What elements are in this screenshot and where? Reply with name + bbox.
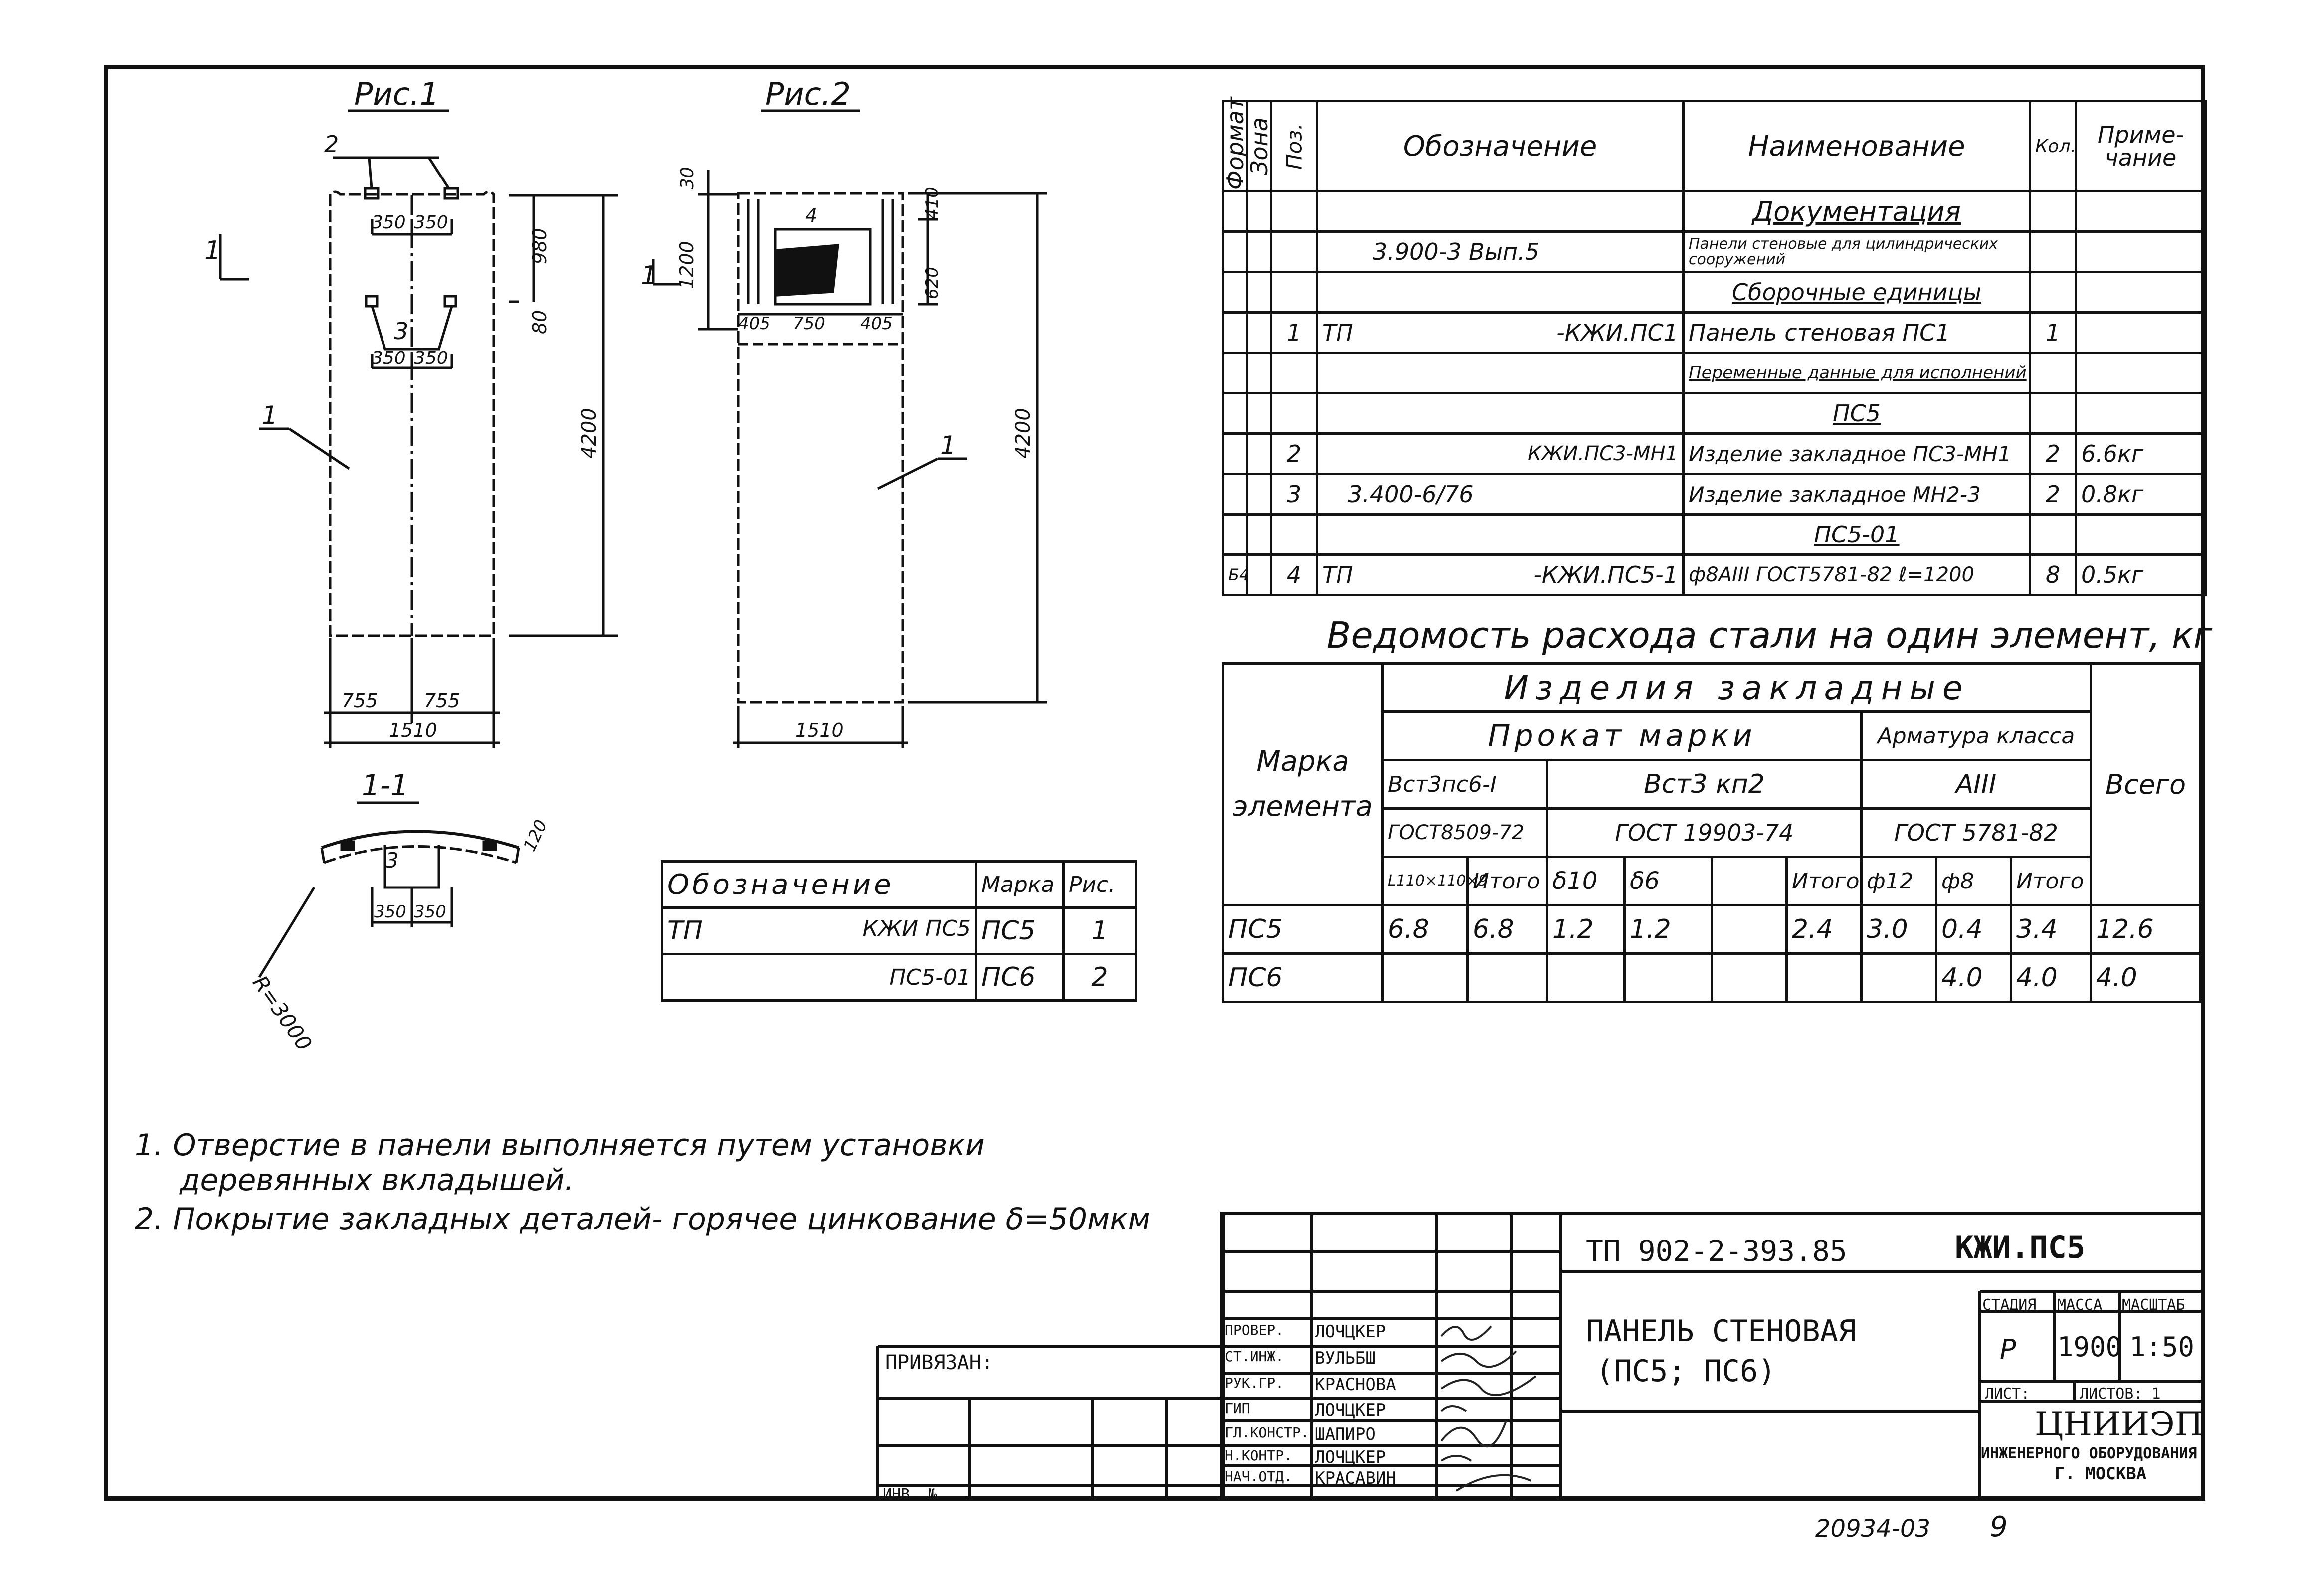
spec-designation: КЖИ.ПС3-МН1 bbox=[1317, 434, 1684, 474]
tb-stage: Р bbox=[2000, 1334, 2016, 1365]
spec-row bbox=[1223, 232, 2206, 272]
steel-row-mark: ПС6 bbox=[1223, 954, 1383, 1002]
tb-title-1: ПАНЕЛЬ СТЕНОВАЯ bbox=[1586, 1314, 1856, 1349]
note-1-cont: деревянных вкладышей. bbox=[180, 1163, 574, 1198]
spec-designation-code: -КЖИ.ПС5-1 bbox=[1533, 561, 1678, 588]
steel-cell bbox=[1787, 954, 1862, 1002]
oboz-row bbox=[662, 954, 1136, 1001]
steel-grade-1: Вст3пс6-I bbox=[1383, 760, 1547, 809]
section-dim-350b: 350 bbox=[414, 902, 446, 922]
fig1-title: Рис.1 bbox=[354, 76, 439, 112]
specification-table bbox=[1221, 97, 2207, 596]
steel-cell bbox=[1862, 954, 1936, 1002]
steel-cell: 3.0 bbox=[1862, 905, 1936, 954]
spec-col-name: Наименование bbox=[1684, 101, 2030, 191]
spec-row bbox=[1223, 353, 2206, 393]
oboz-col-mark: Марка bbox=[976, 862, 1064, 908]
steel-cell: 6.8 bbox=[1383, 905, 1468, 954]
spec-section-label: Сборочные единицы bbox=[1684, 272, 2030, 313]
fig2-dim-405b: 405 bbox=[860, 314, 893, 334]
steel-grade-3: АIII bbox=[1862, 760, 2091, 809]
fig1-dim-350d: 350 bbox=[414, 348, 448, 368]
steel-col-header: Итого bbox=[1787, 857, 1862, 905]
fig1-dim-350b: 350 bbox=[414, 212, 448, 233]
fig2-dim-410: 410 bbox=[922, 187, 942, 219]
section-pos3: 3 bbox=[385, 848, 399, 873]
steel-cell: 1.2 bbox=[1625, 905, 1712, 954]
fig1-dim-1510: 1510 bbox=[389, 719, 437, 741]
fig2-dim-4200: 4200 bbox=[1012, 408, 1035, 459]
section-title: 1-1 bbox=[362, 768, 409, 802]
fig2-pos4: 4 bbox=[805, 204, 818, 226]
spec-designation bbox=[1317, 555, 1684, 595]
steel-cell bbox=[1712, 954, 1787, 1002]
fig1-dim-350a: 350 bbox=[372, 212, 406, 233]
steel-cell: 6.8 bbox=[1468, 905, 1547, 954]
oboz-mark: ПС5 bbox=[976, 908, 1064, 954]
tb-mark: КЖИ.ПС5 bbox=[1955, 1229, 2086, 1265]
steel-col-header: Итого bbox=[1468, 857, 1547, 905]
fig1-dim-350c: 350 bbox=[372, 348, 406, 368]
spec-qty: 2 bbox=[2030, 434, 2076, 474]
spec-row bbox=[1223, 272, 2206, 313]
fig2-dim-1510: 1510 bbox=[795, 719, 844, 741]
note-1: 1. Отверстие в панели выполняется путем установки bbox=[135, 1128, 985, 1163]
fig2-cut-label: 1 bbox=[641, 261, 658, 291]
fig2-pos1: 1 bbox=[940, 431, 956, 460]
steel-mark-header: Марка элемента bbox=[1223, 664, 1383, 905]
fig2-dim-620: 620 bbox=[922, 267, 942, 299]
oboz-row bbox=[662, 908, 1136, 954]
fig2-dim-405a: 405 bbox=[738, 314, 770, 334]
spec-col-designation: Обозначение bbox=[1317, 101, 1684, 191]
steel-gost-2: ГОСТ 19903-74 bbox=[1547, 809, 1862, 857]
steel-row bbox=[1223, 905, 2201, 954]
spec-row bbox=[1223, 474, 2206, 515]
steel-col-header: δ6 bbox=[1625, 857, 1712, 905]
spec-name: Изделие закладное МН2-3 bbox=[1684, 474, 2030, 515]
steel-table-title: Ведомость расхода стали на один элемент, кг bbox=[1327, 614, 2213, 656]
tb-staff-name: ЛОЧЦКЕР bbox=[1315, 1400, 1386, 1420]
tb-staff-role: НАЧ.ОТД. bbox=[1225, 1468, 1292, 1485]
spec-name: Изделие закладное ПС3-МН1 bbox=[1684, 434, 2030, 474]
steel-row-mark: ПС5 bbox=[1223, 905, 1383, 954]
spec-name: Панели стеновые для цилиндрических сооружений bbox=[1684, 232, 2030, 272]
section-dim-120: 120 bbox=[519, 817, 552, 855]
tb-stage-label: СТАДИЯ bbox=[1982, 1296, 2037, 1314]
oboz-designation-prefix: ТП bbox=[667, 916, 703, 946]
oboz-fig: 1 bbox=[1064, 908, 1136, 954]
steel-cell: 4.0 bbox=[1936, 954, 2011, 1002]
spec-designation: 3.900-3 Вып.5 bbox=[1317, 232, 1684, 272]
steel-cell: 3.4 bbox=[2011, 905, 2091, 954]
oboz-fig: 2 bbox=[1064, 954, 1136, 1001]
fig1-pos1: 1 bbox=[262, 401, 278, 430]
spec-pos: 2 bbox=[1271, 434, 1317, 474]
spec-pos: 4 bbox=[1271, 555, 1317, 595]
spec-row bbox=[1223, 515, 2206, 555]
tb-staff-role: Н.КОНТР. bbox=[1225, 1447, 1292, 1464]
spec-note: 6.6кг bbox=[2076, 434, 2206, 474]
spec-col-format: Формат bbox=[1223, 101, 1247, 191]
steel-gost-3: ГОСТ 5781-82 bbox=[1862, 809, 2091, 857]
steel-col-header: ф8 bbox=[1936, 857, 2011, 905]
oboz-designation-code: КЖИ ПС5 bbox=[862, 916, 971, 941]
steel-rolled-header: Прокат марки bbox=[1383, 712, 1862, 760]
spec-designation-prefix: ТП bbox=[1322, 561, 1353, 588]
spec-pos: 1 bbox=[1271, 313, 1317, 353]
steel-cell bbox=[1712, 905, 1787, 954]
fig1-dim-980: 980 bbox=[529, 228, 551, 264]
tb-staff-name: КРАСАВИН bbox=[1315, 1468, 1396, 1488]
section-dim-350a: 350 bbox=[374, 902, 406, 922]
fig2-dim-1200: 1200 bbox=[676, 241, 698, 289]
spec-pos: 3 bbox=[1271, 474, 1317, 515]
fig1-dim-755b: 755 bbox=[424, 690, 460, 711]
designation-table bbox=[661, 860, 1137, 1002]
steel-cell: 0.4 bbox=[1936, 905, 2011, 954]
spec-col-qty: Кол. bbox=[2030, 101, 2076, 191]
spec-section-label: ПС5-01 bbox=[1684, 515, 2030, 555]
steel-col-header: Итого bbox=[2011, 857, 2091, 905]
steel-cell bbox=[1547, 954, 1625, 1002]
oboz-col-designation: Обозначение bbox=[662, 862, 976, 908]
spec-section-label: Документация bbox=[1684, 191, 2030, 232]
fig2-title: Рис.2 bbox=[766, 76, 851, 112]
oboz-designation: ПС5-01 bbox=[662, 954, 976, 1001]
spec-row bbox=[1223, 191, 2206, 232]
spec-designation-code: -КЖИ.ПС1 bbox=[1556, 319, 1678, 346]
steel-rebar-header: Арматура класса bbox=[1862, 712, 2091, 760]
oboz-designation bbox=[662, 908, 976, 954]
tb-staff-name: ВУЛЬБШ bbox=[1315, 1348, 1376, 1368]
steel-row bbox=[1223, 954, 2201, 1002]
fig1-pos3: 3 bbox=[394, 318, 409, 345]
tb-code: ТП 902-2-393.85 bbox=[1586, 1234, 1847, 1268]
tb-mass: 1900 bbox=[2057, 1331, 2122, 1363]
steel-group-header: Изделия закладные bbox=[1383, 664, 2091, 712]
tb-privyazan: ПРИВЯЗАН: bbox=[885, 1351, 993, 1374]
fig1-dim-80: 80 bbox=[529, 310, 551, 334]
signatures bbox=[1436, 1316, 1561, 1501]
tb-org-2: ИНЖЕНЕРНОГО ОБОРУДОВАНИЯ bbox=[1981, 1445, 2197, 1462]
spec-row bbox=[1223, 434, 2206, 474]
spec-designation bbox=[1317, 313, 1684, 353]
footer-number: 20934-03 bbox=[1815, 1515, 1931, 1543]
tb-sheet: ЛИСТ: bbox=[1985, 1385, 2030, 1403]
tb-mass-label: МАССА bbox=[2057, 1296, 2103, 1314]
spec-name: ф8АIII ГОСТ5781-82 ℓ=1200 bbox=[1684, 555, 2030, 595]
section-radius: R=3000 bbox=[247, 971, 317, 1056]
spec-col-pos: Поз. bbox=[1271, 101, 1317, 191]
spec-col-zone: Зона bbox=[1247, 101, 1271, 191]
tb-staff-name: ЛОЧЦКЕР bbox=[1315, 1322, 1386, 1342]
spec-designation: 3.400-6/76 bbox=[1317, 474, 1684, 515]
steel-col-header: L110×110×9 bbox=[1383, 857, 1468, 905]
steel-col-header: δ10 bbox=[1547, 857, 1625, 905]
steel-row-total: 12.6 bbox=[2091, 905, 2201, 954]
tb-title-2: (ПС5; ПС6) bbox=[1596, 1354, 1776, 1389]
spec-col-note: Приме- чание bbox=[2076, 101, 2206, 191]
steel-cell: 4.0 bbox=[2011, 954, 2091, 1002]
steel-cell bbox=[1468, 954, 1547, 1002]
tb-org-1: ЦНИИЭП bbox=[2035, 1405, 2204, 1443]
steel-consumption-table bbox=[1222, 662, 2202, 1003]
spec-note: 0.5кг bbox=[2076, 555, 2206, 595]
spec-qty: 8 bbox=[2030, 555, 2076, 595]
steel-total-header: Всего bbox=[2091, 664, 2201, 905]
steel-cell bbox=[1625, 954, 1712, 1002]
steel-col-header bbox=[1712, 857, 1787, 905]
steel-row-total: 4.0 bbox=[2091, 954, 2201, 1002]
tb-staff-name: ШАПИРО bbox=[1315, 1424, 1376, 1444]
tb-sheets: ЛИСТОВ: 1 bbox=[2080, 1385, 2161, 1403]
tb-staff-role: ГЛ.КОНСТР. bbox=[1225, 1424, 1309, 1441]
spec-qty: 2 bbox=[2030, 474, 2076, 515]
oboz-col-fig: Рис. bbox=[1064, 862, 1136, 908]
spec-section-label: ПС5 bbox=[1684, 393, 2030, 434]
tb-scale-label: МАСШТАБ bbox=[2122, 1296, 2185, 1314]
fig2-dim-30: 30 bbox=[677, 167, 698, 189]
spec-header-row bbox=[1223, 101, 2206, 191]
spec-section-label: Переменные данные для исполнений bbox=[1684, 353, 2030, 393]
tb-staff-role: СТ.ИНЖ. bbox=[1225, 1348, 1284, 1365]
tb-staff-name: ЛОЧЦКЕР bbox=[1315, 1447, 1386, 1467]
fig1-pos2: 2 bbox=[324, 131, 339, 158]
spec-qty: 1 bbox=[2030, 313, 2076, 353]
fig1-dim-755a: 755 bbox=[342, 690, 378, 711]
tb-inv: ИНВ. № bbox=[883, 1486, 937, 1503]
tb-staff-role: РУК.ГР. bbox=[1225, 1375, 1284, 1391]
spec-note: 0.8кг bbox=[2076, 474, 2206, 515]
spec-name: Панель стеновая ПС1 bbox=[1684, 313, 2030, 353]
fig1-cut-label: 1 bbox=[204, 236, 221, 266]
tb-staff-name: КРАСНОВА bbox=[1315, 1375, 1396, 1395]
oboz-mark: ПС6 bbox=[976, 954, 1064, 1001]
fig2-dim-750: 750 bbox=[793, 314, 825, 334]
steel-gost-1: ГОСТ8509-72 bbox=[1383, 809, 1547, 857]
spec-designation-prefix: ТП bbox=[1322, 319, 1353, 346]
fig1-dim-4200: 4200 bbox=[578, 408, 601, 459]
tb-scale: 1:50 bbox=[2129, 1331, 2195, 1363]
spec-row bbox=[1223, 393, 2206, 434]
steel-cell bbox=[1383, 954, 1468, 1002]
tb-staff-role: ПРОВЕР. bbox=[1225, 1322, 1284, 1338]
steel-col-header: ф12 bbox=[1862, 857, 1936, 905]
note-2: 2. Покрытие закладных деталей- горячее цинкование δ=50мкм bbox=[135, 1202, 1150, 1237]
steel-grade-2: Вст3 кп2 bbox=[1547, 760, 1862, 809]
spec-row bbox=[1223, 555, 2206, 595]
steel-cell: 2.4 bbox=[1787, 905, 1862, 954]
steel-cell: 1.2 bbox=[1547, 905, 1625, 954]
footer-page: 9 bbox=[1990, 1511, 2008, 1543]
spec-format: Б4 bbox=[1223, 555, 1247, 595]
tb-org-3: Г. МОСКВА bbox=[2055, 1464, 2147, 1484]
tb-staff-role: ГИП bbox=[1225, 1400, 1250, 1417]
spec-row bbox=[1223, 313, 2206, 353]
